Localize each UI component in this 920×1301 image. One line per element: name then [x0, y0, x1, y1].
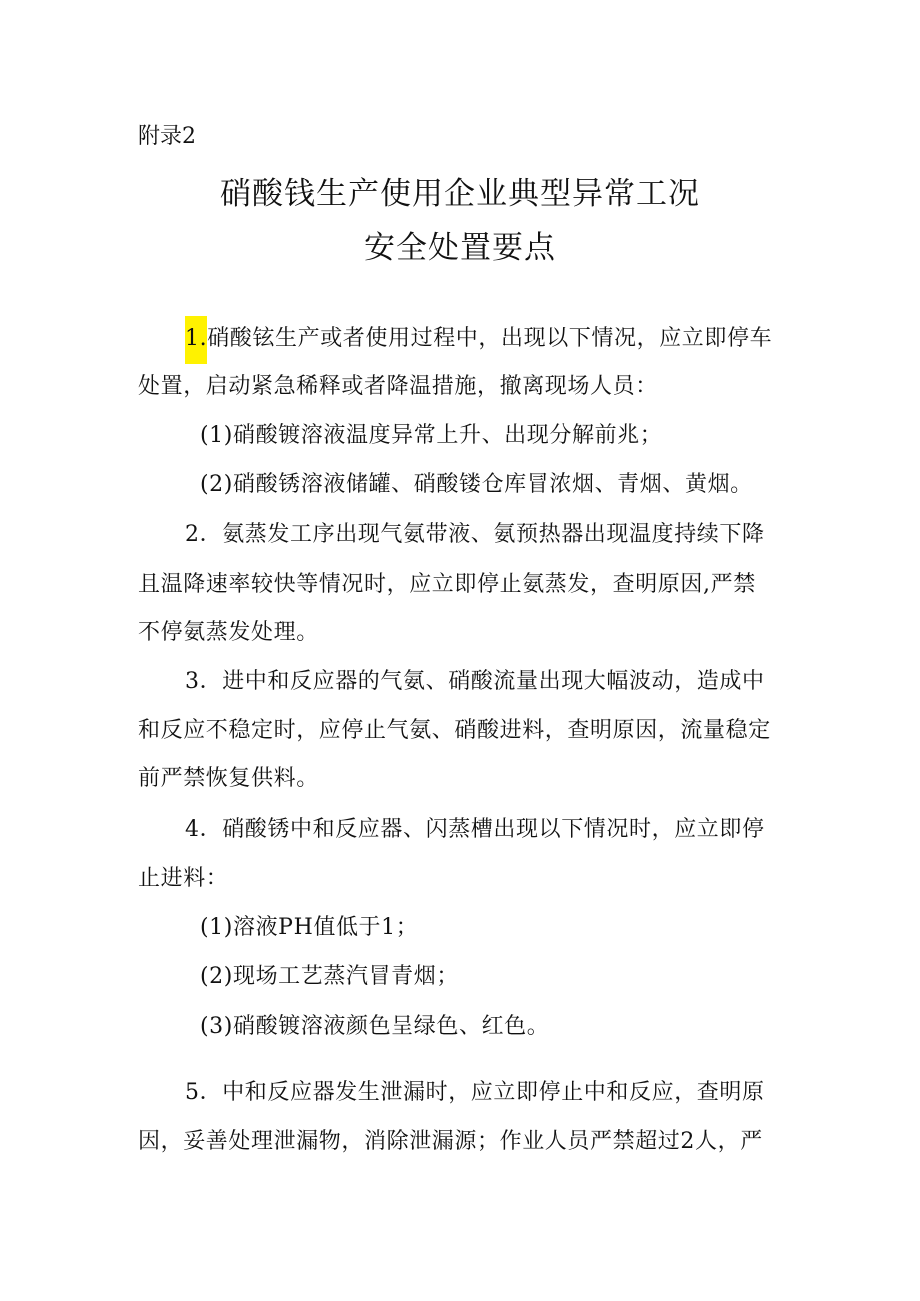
- paragraph-5-line-2: 因，妥善处理泄漏物，消除泄漏源；作业人员严禁超过2人，严: [138, 1129, 763, 1154]
- paragraph-3-line-2: 和反应不稳定时，应停止气氨、硝酸进料，查明原因，流量稳定: [138, 718, 771, 743]
- paragraph-1-sub-item-2: (2)硝酸锈溶液储罐、硝酸镂仓库冒浓烟、青烟、黄烟。: [200, 472, 753, 497]
- paragraph-3-line-1: 3．进中和反应器的气氨、硝酸流量出现大幅波动，造成中: [185, 669, 765, 694]
- paragraph-2-line-2: 且温降速率较快等情况时，应立即停止氨蒸发，查明原因,严禁: [138, 572, 756, 597]
- paragraph-3-line-3: 前严禁恢复供料。: [138, 766, 319, 791]
- paragraph-1-line-1: [185, 324, 835, 364]
- paragraph-1-sub-item-1: (1)硝酸镀溶液温度异常上升、出现分解前兆；: [200, 423, 663, 448]
- paragraph-1-line-1-text: 硝酸铉生产或者使用过程中，出现以下情况，应立即停车: [207, 326, 773, 351]
- paragraph-4-sub-item-2: (2)现场工艺蒸汽冒青烟；: [200, 964, 459, 989]
- paragraph-1-number-highlight: 1.: [185, 316, 207, 364]
- paragraph-2-line-1: 2．氨蒸发工序出现气氨带液、氨预热器出现温度持续下降: [185, 522, 765, 547]
- paragraph-4-sub-item-3: (3)硝酸镀溶液颜色呈绿色、红色。: [200, 1014, 550, 1039]
- paragraph-2-line-3: 不停氨蒸发处理。: [138, 620, 319, 645]
- paragraph-4-line-2: 止进料：: [138, 866, 229, 891]
- appendix-label: 附录2: [138, 124, 196, 149]
- document-title-line-1: 硝酸钱生产使用企业典型异常工况: [220, 176, 700, 212]
- paragraph-5-line-1: 5．中和反应器发生泄漏时，应立即停止中和反应，查明原: [185, 1080, 765, 1105]
- document-title-line-2: 安全处置要点: [364, 230, 556, 266]
- paragraph-4-sub-item-1: (1)溶液PH值低于1；: [200, 915, 419, 940]
- paragraph-4-line-1: 4．硝酸锈中和反应器、闪蒸槽出现以下情况时，应立即停: [185, 817, 765, 842]
- paragraph-1-line-2: 处置，启动紧急稀释或者降温措施，撤离现场人员：: [138, 374, 658, 399]
